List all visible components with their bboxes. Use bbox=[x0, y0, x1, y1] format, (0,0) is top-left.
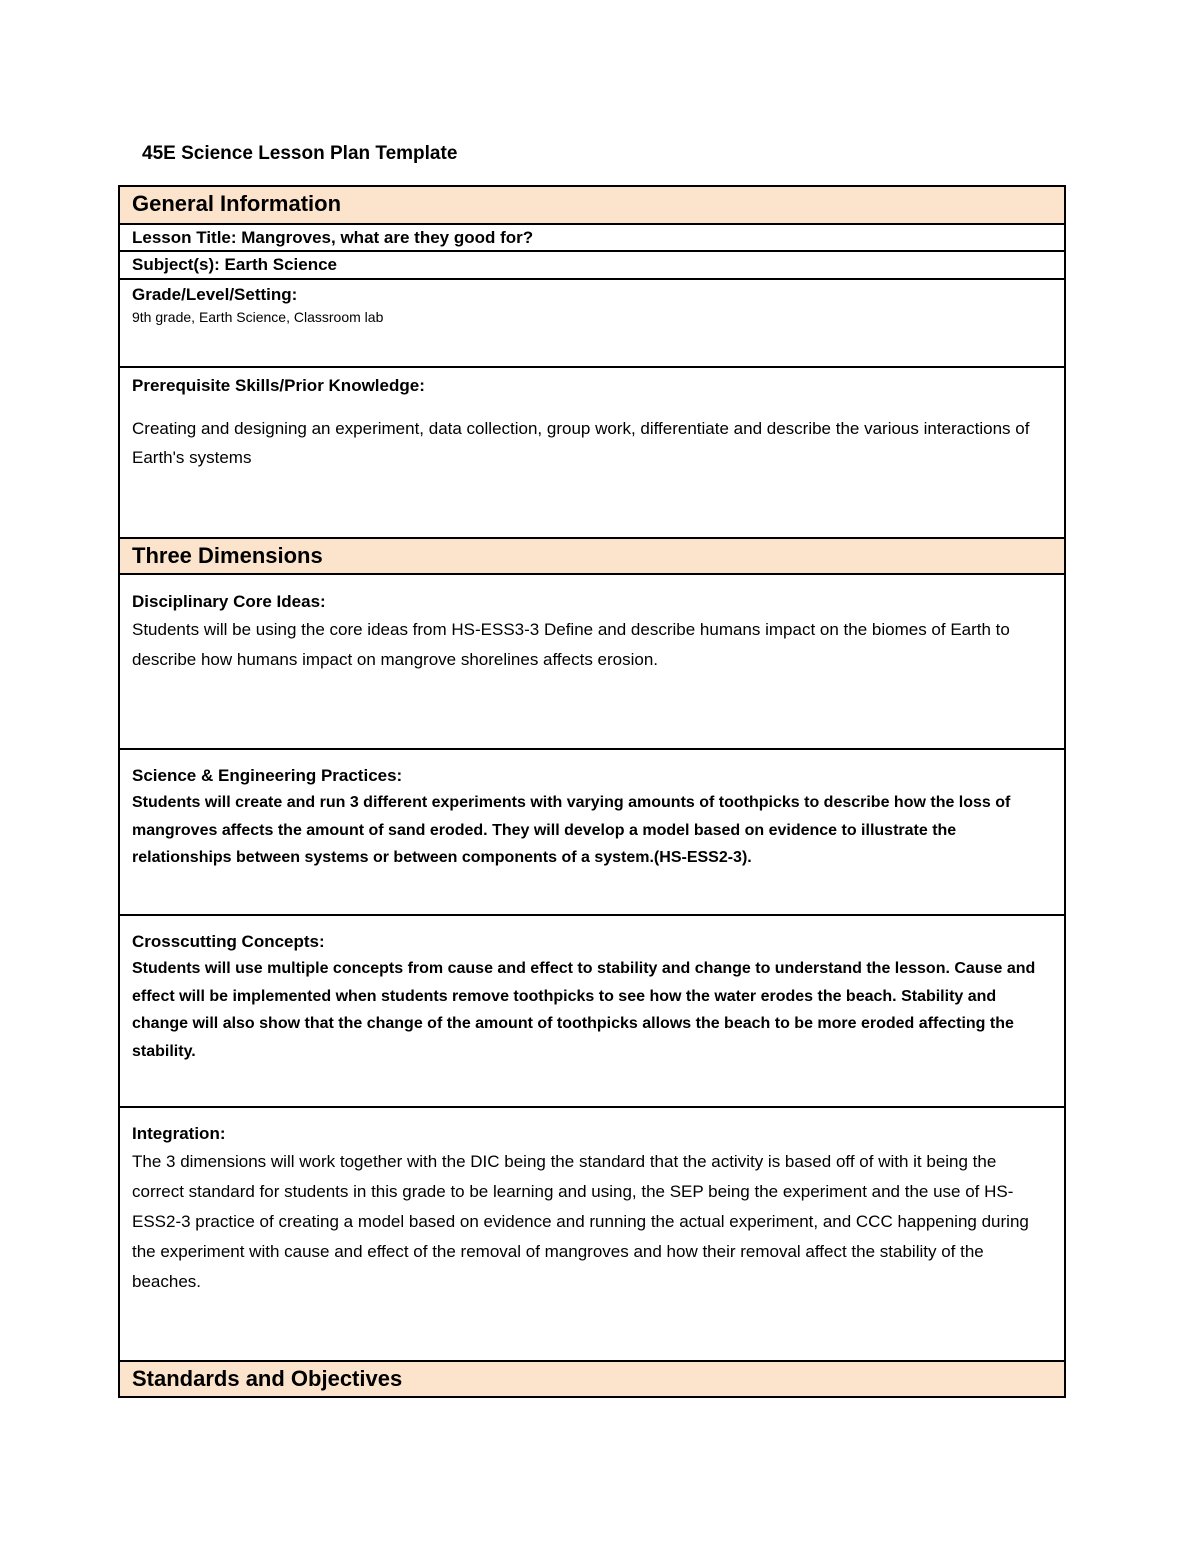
prerequisite-knowledge-label: Prerequisite Skills/Prior Knowledge: bbox=[132, 376, 425, 395]
lesson-plan-table bbox=[118, 185, 1066, 1398]
science-engineering-practices-row bbox=[120, 750, 1064, 916]
integration-value: The 3 dimensions will work together with the DIC being the standard that the activity is based off of with it being the correct standard for students in this grade to be learning and using, the SEP being the experiment and the use of HS-ESS2-3 practice of creating a model based on evidence and running the actual experiment, and CCC happening during the experiment with cause and effect of the removal of mangroves and how their removal affect the stability of the beaches. bbox=[132, 1152, 1029, 1291]
grade-level-setting-value: 9th grade, Earth Science, Classroom lab bbox=[132, 309, 384, 325]
prerequisite-knowledge-value: Creating and designing an experiment, data collection, group work, differentiate and describe the various interactions of Earth's systems bbox=[132, 419, 1030, 467]
prerequisite-knowledge-row bbox=[120, 368, 1064, 539]
document-title: 45E Science Lesson Plan Template bbox=[142, 143, 458, 164]
science-engineering-practices-label: Science & Engineering Practices: bbox=[132, 766, 403, 785]
crosscutting-concepts-row bbox=[120, 916, 1064, 1108]
section-header-general-information: General Information bbox=[120, 187, 1064, 225]
lesson-title-row: Lesson Title: Mangroves, what are they good for? bbox=[120, 225, 1064, 252]
subjects-row: Subject(s): Earth Science bbox=[120, 252, 1064, 280]
integration-label: Integration: bbox=[132, 1124, 226, 1143]
section-header-standards-objectives: Standards and Objectives bbox=[120, 1362, 1064, 1398]
science-engineering-practices-value: Students will create and run 3 different experiments with varying amounts of toothpicks to describe how the loss of mangroves affects the amount of sand eroded. They will develop a model based on evidence to illustrate the relationships between systems or between components of a system.(HS-ESS2-3). bbox=[132, 794, 1011, 866]
disciplinary-core-ideas-value: Students will be using the core ideas from HS-ESS3-3 Define and describe humans impact on the biomes of Earth to describe how humans impact on mangrove shorelines affects erosion. bbox=[132, 620, 1010, 669]
crosscutting-concepts-value: Students will use multiple concepts from cause and effect to stability and change to understand the lesson. Cause and effect will be implemented when students remove toothpicks to see how the water erodes the beach. Stability and change will also show that the change of the amount of toothpicks allows the beach to be more eroded affecting the stability. bbox=[132, 960, 1036, 1060]
disciplinary-core-ideas-row bbox=[120, 575, 1064, 750]
crosscutting-concepts-label: Crosscutting Concepts: bbox=[132, 932, 325, 951]
grade-level-setting-row bbox=[120, 280, 1064, 368]
grade-level-setting-label: Grade/Level/Setting: bbox=[132, 285, 298, 304]
section-header-three-dimensions: Three Dimensions bbox=[120, 539, 1064, 575]
integration-row bbox=[120, 1108, 1064, 1362]
disciplinary-core-ideas-label: Disciplinary Core Ideas: bbox=[132, 592, 326, 611]
